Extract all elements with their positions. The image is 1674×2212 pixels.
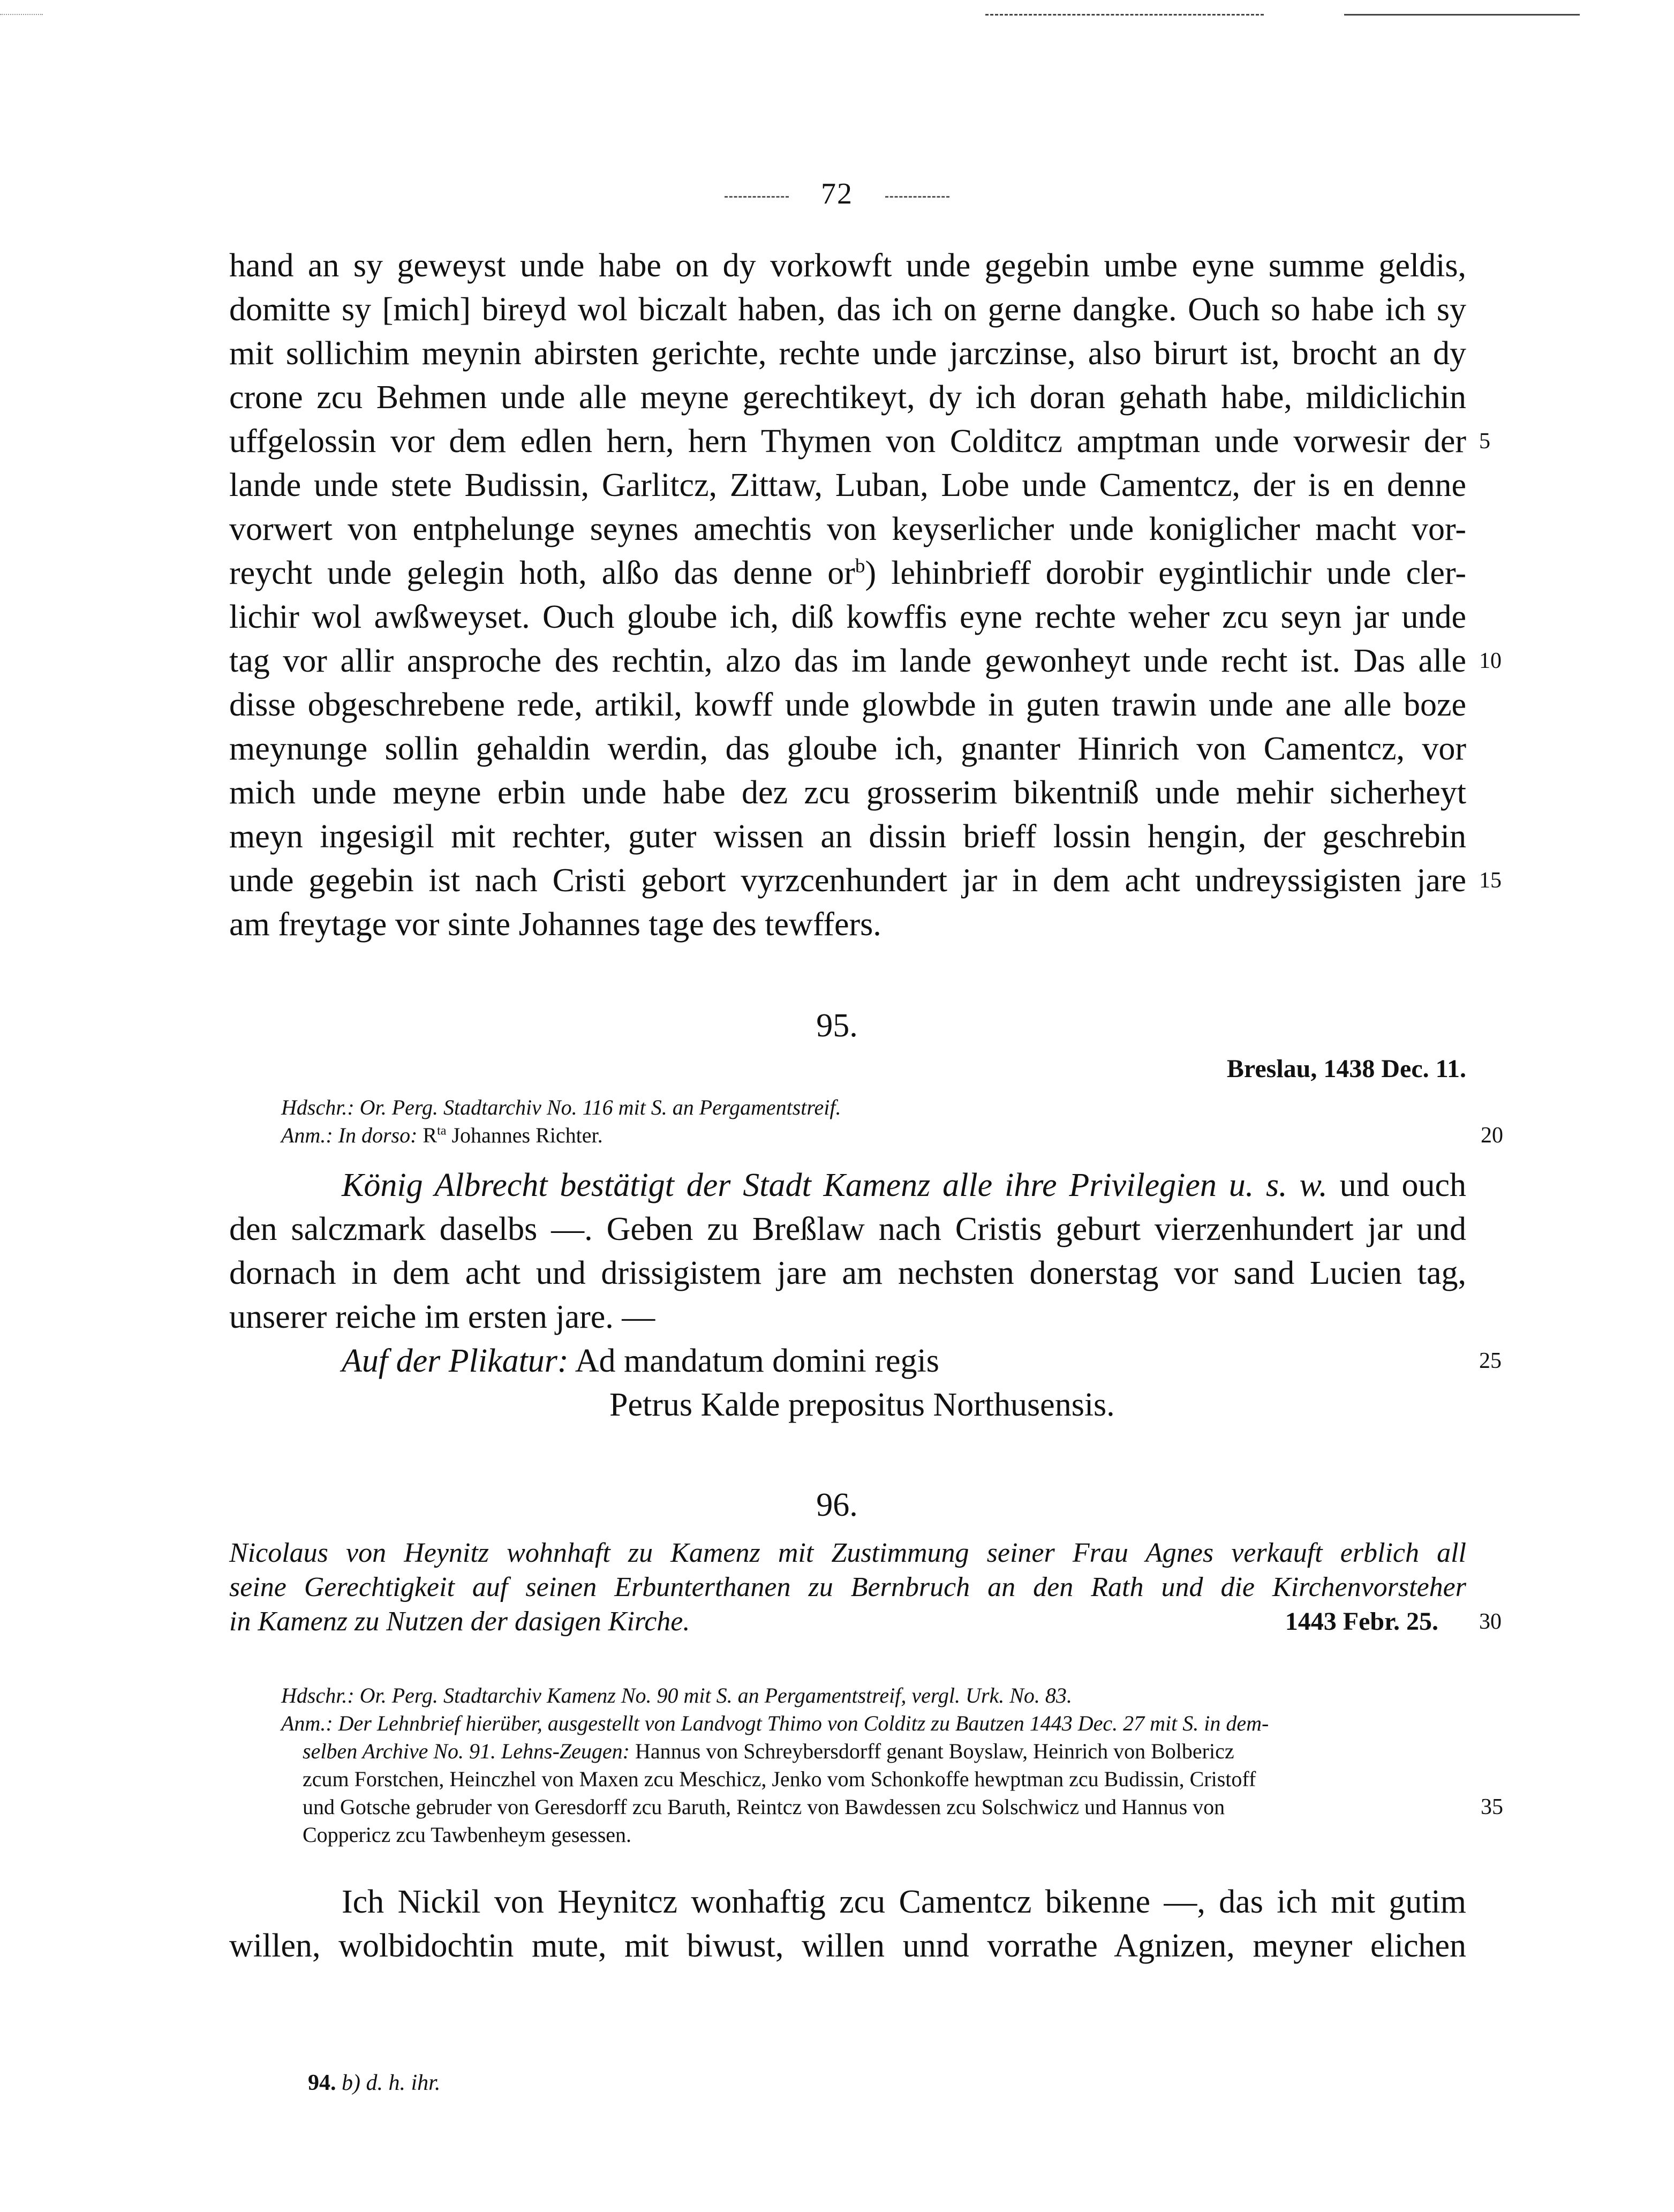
note-anm bbox=[281, 1710, 1465, 1737]
text-line: vorwert von entphelunge seynes amechtis von keyserlicher unde koniglicher macht vor- bbox=[229, 511, 1466, 547]
line-text: reycht unde gelegin hoth, alßo das denne or bbox=[229, 555, 855, 591]
summary-text: in Kamenz zu Nutzen der dasigen Kirche. bbox=[229, 1606, 690, 1637]
note-anm-cont bbox=[281, 1737, 1465, 1765]
doc96-notes bbox=[281, 1682, 1503, 1849]
text-line: meyn ingesigil mit rechter, guter wissen an dissin brieff lossin hengin, der geschrebin bbox=[229, 818, 1466, 855]
text-line: willen, wolbidochtin mute, mit biwust, willen unnd vorrathe Agnizen, meyner elichen bbox=[229, 1928, 1466, 1964]
doc96-summary bbox=[229, 1536, 1502, 1639]
doc95-notes bbox=[281, 1094, 1503, 1149]
text-line: unserer reiche im ersten jare. — bbox=[229, 1299, 655, 1335]
note-text: und Gotsche gebruder von Geresdorff zcu Baruth, Reintcz von Bawdessen zcu Solschwicz und Hannus von bbox=[303, 1795, 1225, 1819]
note-label: Anm.: bbox=[281, 1123, 333, 1147]
note-hdschr bbox=[281, 1682, 1465, 1710]
line-number: 35 bbox=[1481, 1795, 1503, 1819]
doc94-continuation bbox=[229, 244, 1502, 946]
text-line: den salczmark daselbs —. Geben zu Breßlaw nach Cristis geburt vierzenhundert jar und bbox=[229, 1211, 1466, 1247]
line-text-rest: ) lehinbrieff dorobir eygintlichir unde cler- bbox=[865, 555, 1467, 591]
page-number-text: 72 bbox=[821, 177, 853, 210]
text-line-with-number bbox=[229, 639, 1502, 683]
text-line-footnote-ref bbox=[229, 551, 1466, 595]
note-text: Hannus von Schreybersdorff genant Boyslaw, Heinrich von Bolbericz bbox=[635, 1739, 1234, 1763]
top-rule-left bbox=[0, 14, 43, 15]
page-number bbox=[0, 177, 1674, 211]
text-line-with-number bbox=[229, 859, 1502, 902]
note-anm-cont: zcum Forstchen, Heinczhel von Maxen zcu Meschicz, Jenko vom Schonkoffe hewptman zcu Budissin, Cristoff bbox=[303, 1767, 1256, 1791]
line-text: tag vor allir ansproche des rechtin, alzo das im lande gewonheyt unde recht ist. Das alle bbox=[229, 643, 1466, 679]
text-line: disse obgeschrebene rede, artikil, kowff unde glowbde in guten trawin unde ane alle boze bbox=[229, 687, 1466, 723]
line-number: 5 bbox=[1479, 429, 1490, 454]
summary-line-with-date bbox=[229, 1605, 1502, 1639]
text-line: Ich Nickil von Heynitcz wonhaftig zcu Camentcz bikenne —, das ich mit gutim bbox=[342, 1884, 1466, 1920]
doc95-number: 95. bbox=[816, 1007, 858, 1044]
doc96-date: 1443 Febr. 25. bbox=[1285, 1607, 1438, 1636]
note-text: Johannes Richter. bbox=[451, 1123, 603, 1147]
doc95-place-date: Breslau, 1438 Dec. 11. bbox=[1226, 1055, 1466, 1083]
note-italic: In dorso: bbox=[338, 1123, 418, 1147]
note-label: Hdschr.: bbox=[281, 1683, 355, 1707]
text-line: meynunge sollin gehaldin werdin, das gloube ich, gnanter Hinrich von Camentcz, vor bbox=[229, 731, 1466, 767]
footnote-text: b) d. h. ihr. bbox=[342, 2071, 441, 2095]
note-abbrev: R bbox=[423, 1123, 438, 1147]
plikatur-label: Auf der Plikatur: bbox=[342, 1343, 569, 1379]
footnote bbox=[308, 2070, 440, 2096]
note-italic: selben Archive No. 91. Lehns-Zeugen: bbox=[303, 1739, 630, 1763]
summary-italic: König Albrecht bestätigt der Stadt Kamenz alle ihre Privilegien u. s. w. bbox=[342, 1167, 1328, 1203]
text-line: crone zcu Behmen unde alle meyne gerechtikeyt, dy ich doran gehath habe, mildiclichin bbox=[229, 379, 1466, 416]
summary-line: Nicolaus von Heynitz wohnhaft zu Kamenz mit Zustimmung seiner Frau Agnes verkauft erblich all bbox=[229, 1538, 1466, 1568]
footnote-ref: b bbox=[855, 555, 865, 577]
text-line-with-number bbox=[229, 419, 1490, 463]
text-line: lichir wol awßweyset. Ouch gloube ich, diß kowffis eyne rechte weher zcu seyn jar unde bbox=[229, 599, 1466, 635]
footnote-number: 94. bbox=[308, 2071, 336, 2095]
line-number: 20 bbox=[1481, 1123, 1503, 1148]
top-rule-right bbox=[1344, 14, 1580, 16]
doc95-text bbox=[229, 1163, 1502, 1427]
line-number: 25 bbox=[1479, 1349, 1502, 1373]
note-label: Anm.: bbox=[281, 1711, 333, 1735]
note-label: Hdschr.: bbox=[281, 1095, 355, 1119]
note-sup-visible: ta bbox=[437, 1124, 447, 1138]
text-line: domitte sy [mich] bireyd wol biczalt haben, das ich on gerne dangke. Ouch so habe ich sy bbox=[229, 291, 1466, 328]
top-rule-center bbox=[985, 14, 1264, 16]
note-text: Der Lehnbrief hierüber, ausgestellt von Landvogt Thimo von Colditz zu Bautzen 1443 Dec. 27 mit S. in dem- bbox=[338, 1711, 1269, 1735]
text-line: lande unde stete Budissin, Garlitcz, Zittaw, Luban, Lobe unde Camentcz, der is en denne bbox=[229, 467, 1466, 503]
note-hdschr bbox=[281, 1094, 1465, 1122]
plikatur-line bbox=[229, 1339, 1502, 1383]
page-number-dash-right bbox=[885, 196, 949, 198]
line-number: 10 bbox=[1479, 649, 1502, 673]
note-anm-cont bbox=[281, 1793, 1503, 1821]
line-number: 30 bbox=[1479, 1609, 1502, 1634]
text-line bbox=[229, 1163, 1466, 1207]
note-anm bbox=[281, 1122, 1503, 1149]
note-text: Or. Perg. Stadtarchiv Kamenz No. 90 mit S. an Pergamentstreif, vergl. Urk. No. 83. bbox=[359, 1683, 1072, 1707]
text-line: mich unde meyne erbin unde habe dez zcu grosserim bikentniß unde mehir sicherheyt bbox=[229, 774, 1466, 811]
plikatur-text: Ad mandatum domini regis bbox=[575, 1343, 939, 1379]
line-text: und ouch bbox=[1339, 1167, 1467, 1203]
text-line: dornach in dem acht und drissigistem jare am nechsten donerstag vor sand Lucien tag, bbox=[229, 1255, 1466, 1291]
note-text: Or. Perg. Stadtarchiv No. 116 mit S. an Pergamentstreif. bbox=[359, 1095, 841, 1119]
text-line: hand an sy geweyst unde habe on dy vorkowft unde gegebin umbe eyne summe geldis, bbox=[229, 247, 1466, 284]
page-number-dash-left bbox=[725, 196, 789, 198]
doc96-text bbox=[229, 1880, 1466, 1968]
line-text: unde gegebin ist nach Cristi gebort vyrzcenhundert jar in dem acht undreyssigisten jare bbox=[229, 862, 1466, 899]
summary-line: seine Gerechtigkeit auf seinen Erbunterthanen zu Bernbruch an den Rath und die Kirchenvorsteher bbox=[229, 1572, 1466, 1602]
line-text: uffgelossin vor dem edlen hern, hern Thymen von Colditcz amptman unde vorwesir der bbox=[229, 423, 1466, 460]
doc96-number: 96. bbox=[816, 1487, 858, 1523]
text-line: mit sollichim meynin abirsten gerichte, rechte unde jarczinse, also birurt ist, brocht an dy bbox=[229, 335, 1466, 372]
line-number: 15 bbox=[1479, 868, 1502, 893]
signature-line: Petrus Kalde prepositus Northusensis. bbox=[609, 1387, 1115, 1423]
text-line: am freytage vor sinte Johannes tage des tewffers. bbox=[229, 906, 881, 943]
note-anm-cont: Coppericz zcu Tawbenheym gesessen. bbox=[303, 1823, 632, 1847]
